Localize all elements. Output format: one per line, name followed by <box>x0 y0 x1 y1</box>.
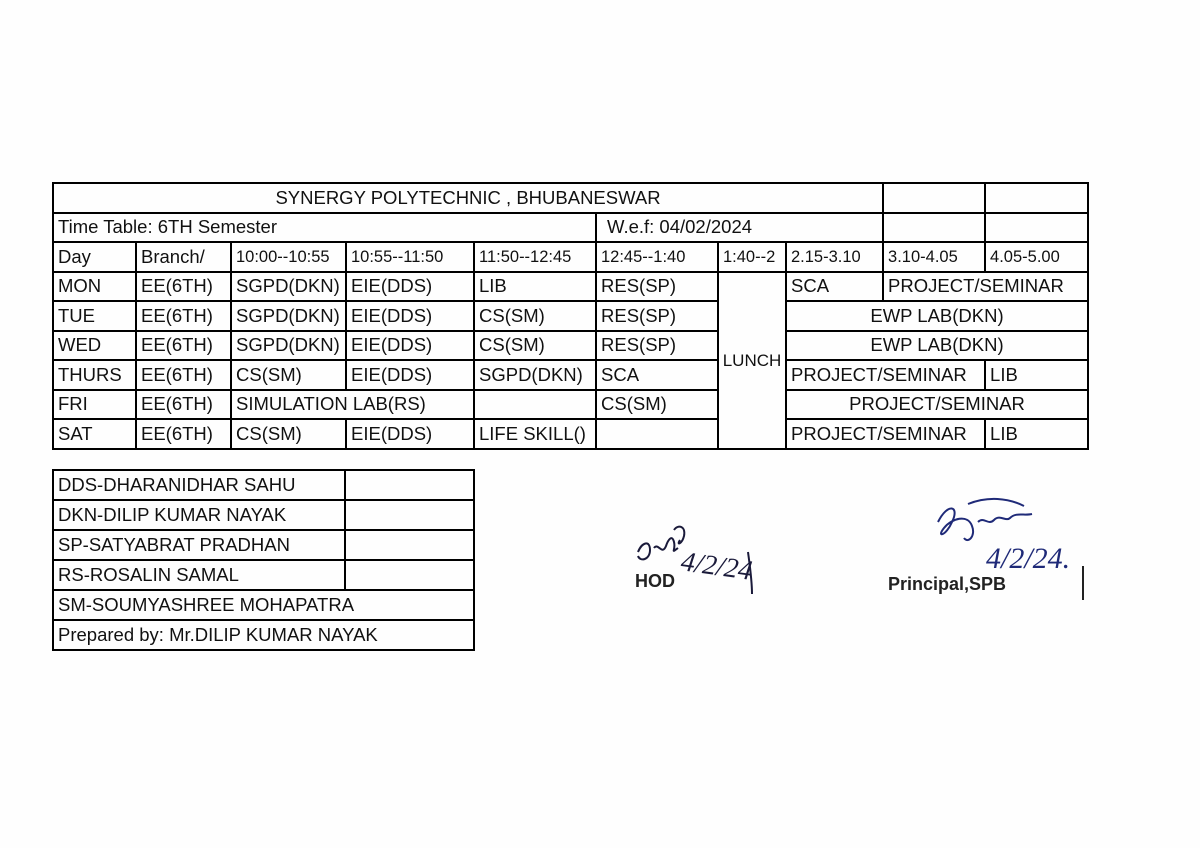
table-row <box>53 390 1088 420</box>
branch-cell: EE(6TH) <box>136 390 231 420</box>
empty-cell <box>345 530 474 560</box>
info-row <box>53 213 1088 243</box>
period-cell: SCA <box>786 272 883 302</box>
day-cell: WED <box>53 331 136 361</box>
period-cell: EWP LAB(DKN) <box>786 301 1088 331</box>
period-cell: EIE(DDS) <box>346 272 474 302</box>
branch-cell: EE(6TH) <box>136 360 231 390</box>
timetable-label: Time Table: 6TH Semester <box>53 213 596 243</box>
period-cell: PROJECT/SEMINAR <box>786 419 985 449</box>
lunch-cell: LUNCH <box>718 272 786 449</box>
header-period-2: 10:55--11:50 <box>346 242 474 272</box>
period-cell: SIMULATION LAB(RS) <box>231 390 474 420</box>
header-branch: Branch/ <box>136 242 231 272</box>
day-cell: MON <box>53 272 136 302</box>
hod-signature-date: 4/2/24 <box>679 546 755 587</box>
header-row <box>53 242 1088 272</box>
period-cell: EIE(DDS) <box>346 360 474 390</box>
period-cell <box>596 419 718 449</box>
period-cell: LIFE SKILL() <box>474 419 596 449</box>
legend-row <box>53 500 474 530</box>
header-period-7: 4.05-5.00 <box>985 242 1088 272</box>
period-cell: SCA <box>596 360 718 390</box>
period-cell: EWP LAB(DKN) <box>786 331 1088 361</box>
legend-entry: RS-ROSALIN SAMAL <box>53 560 345 590</box>
period-cell: RES(SP) <box>596 272 718 302</box>
legend-row <box>53 470 474 500</box>
legend-row <box>53 530 474 560</box>
empty-cell <box>883 183 985 213</box>
legend-entry: DKN-DILIP KUMAR NAYAK <box>53 500 345 530</box>
principal-label: Principal,SPB <box>888 574 1007 594</box>
header-day: Day <box>53 242 136 272</box>
day-cell: SAT <box>53 419 136 449</box>
wef-date: W.e.f: 04/02/2024 <box>596 213 883 243</box>
period-cell: RES(SP) <box>596 331 718 361</box>
institution-title: SYNERGY POLYTECHNIC , BHUBANESWAR <box>53 183 883 213</box>
empty-cell <box>985 213 1088 243</box>
period-cell: EIE(DDS) <box>346 301 474 331</box>
period-cell: CS(SM) <box>474 301 596 331</box>
legend-row <box>53 560 474 590</box>
faculty-legend <box>52 469 475 651</box>
table-row <box>53 360 1088 390</box>
table-row <box>53 331 1088 361</box>
period-cell: LIB <box>985 419 1088 449</box>
day-cell: THURS <box>53 360 136 390</box>
timetable <box>52 182 1089 450</box>
branch-cell: EE(6TH) <box>136 331 231 361</box>
period-cell: SGPD(DKN) <box>231 331 346 361</box>
period-cell: SGPD(DKN) <box>231 301 346 331</box>
period-cell: RES(SP) <box>596 301 718 331</box>
legend-entry: DDS-DHARANIDHAR SAHU <box>53 470 345 500</box>
period-cell: LIB <box>474 272 596 302</box>
legend-entry: SM-SOUMYASHREE MOHAPATRA <box>53 590 474 620</box>
period-cell: LIB <box>985 360 1088 390</box>
principal-signature-date: 4/2/24. <box>986 542 1071 575</box>
legend-row <box>53 590 474 620</box>
table-row <box>53 301 1088 331</box>
period-cell: SGPD(DKN) <box>474 360 596 390</box>
day-cell: FRI <box>53 390 136 420</box>
period-cell: CS(SM) <box>231 360 346 390</box>
period-cell <box>474 390 596 420</box>
period-cell: SGPD(DKN) <box>231 272 346 302</box>
day-cell: TUE <box>53 301 136 331</box>
period-cell: PROJECT/SEMINAR <box>786 360 985 390</box>
empty-cell <box>883 213 985 243</box>
table-row <box>53 419 1088 449</box>
empty-cell <box>345 560 474 590</box>
branch-cell: EE(6TH) <box>136 301 231 331</box>
empty-cell <box>345 470 474 500</box>
period-cell: PROJECT/SEMINAR <box>786 390 1088 420</box>
header-period-3: 11:50--12:45 <box>474 242 596 272</box>
prepared-by: Prepared by: Mr.DILIP KUMAR NAYAK <box>53 620 474 650</box>
period-cell: EIE(DDS) <box>346 331 474 361</box>
branch-cell: EE(6TH) <box>136 272 231 302</box>
hod-label: HOD <box>635 571 675 591</box>
legend-entry: SP-SATYABRAT PRADHAN <box>53 530 345 560</box>
period-cell: CS(SM) <box>596 390 718 420</box>
title-row <box>53 183 1088 213</box>
header-period-1: 10:00--10:55 <box>231 242 346 272</box>
empty-cell <box>985 183 1088 213</box>
empty-cell <box>345 500 474 530</box>
branch-cell: EE(6TH) <box>136 419 231 449</box>
period-cell: EIE(DDS) <box>346 419 474 449</box>
period-cell: CS(SM) <box>474 331 596 361</box>
header-period-6: 3.10-4.05 <box>883 242 985 272</box>
principal-signature <box>928 492 1098 582</box>
period-cell: CS(SM) <box>231 419 346 449</box>
period-cell: PROJECT/SEMINAR <box>883 272 1088 302</box>
margin-mark <box>1082 566 1084 600</box>
header-period-4: 12:45--1:40 <box>596 242 718 272</box>
legend-row <box>53 620 474 650</box>
table-row <box>53 272 1088 302</box>
header-period-5: 2.15-3.10 <box>786 242 883 272</box>
header-lunch-time: 1:40--2 <box>718 242 786 272</box>
